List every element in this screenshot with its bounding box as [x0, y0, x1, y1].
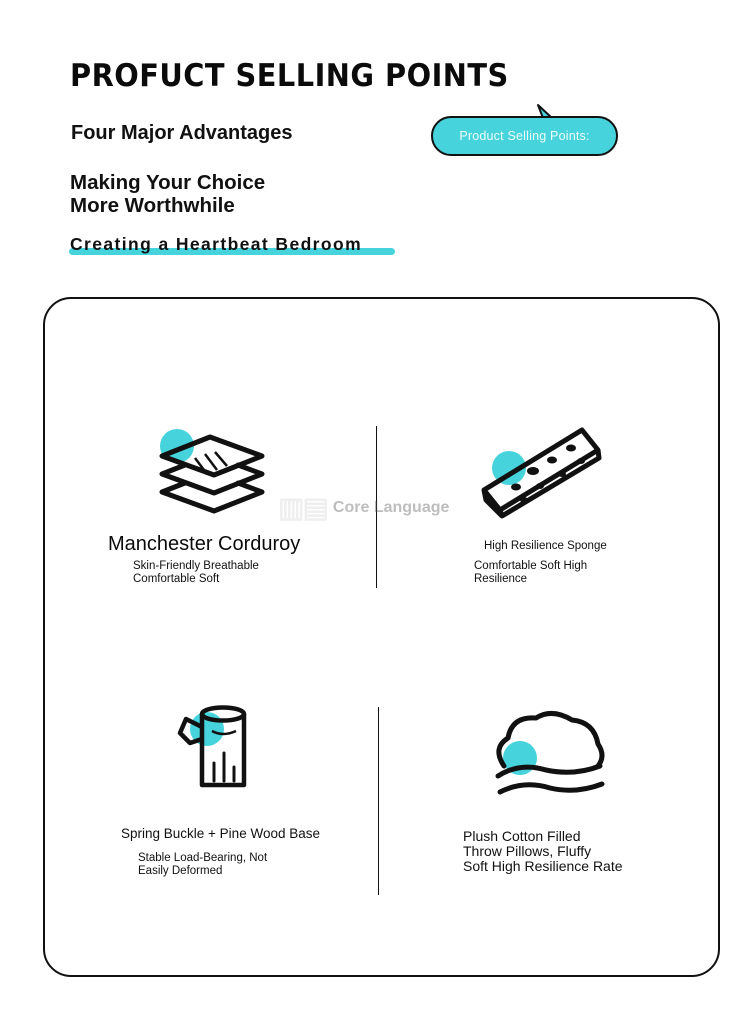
headline-line-2: More Worthwhile	[70, 194, 235, 217]
subtitle: Four Major Advantages	[71, 122, 293, 144]
headline-line-1: Making Your Choice	[70, 171, 266, 194]
feature-title-pillows	[463, 829, 623, 874]
feature-title-wood-base: Spring Buckle + Pine Wood Base	[121, 826, 320, 841]
watermark-logo-icon: ▥▤	[278, 492, 327, 523]
feature-desc-wood-base	[138, 852, 267, 878]
feature-title-corduroy: Manchester Corduroy	[108, 533, 301, 555]
cloud-icon	[490, 710, 608, 802]
feature-desc-line: Stable Load-Bearing, Not	[138, 852, 268, 864]
feature-title-line: Soft High Resilience Rate	[463, 858, 623, 874]
feature-title-sponge: High Resilience Sponge	[484, 540, 607, 552]
layers-icon	[155, 424, 270, 519]
sponge-icon	[478, 424, 606, 518]
feature-desc-line: Comfortable Soft High	[474, 560, 588, 572]
speech-bubble	[431, 116, 618, 156]
feature-desc-line: Comfortable Soft	[133, 573, 220, 585]
feature-title-line: Throw Pillows, Fluffy	[463, 843, 592, 859]
feature-desc-line: Resilience	[474, 573, 528, 585]
headline	[70, 171, 265, 217]
feature-desc-line: Easily Deformed	[138, 865, 223, 877]
divider-bottom	[378, 707, 379, 895]
feature-title-line: Plush Cotton Filled	[463, 828, 581, 844]
feature-desc-sponge	[474, 560, 587, 586]
watermark	[278, 491, 449, 524]
tagline: Creating a Heartbeat Bedroom	[70, 234, 363, 254]
wood-log-icon	[176, 703, 251, 791]
feature-desc-line: Skin-Friendly Breathable	[133, 560, 259, 572]
feature-desc-corduroy	[133, 560, 259, 586]
speech-bubble-label: Product Selling Points:	[459, 129, 590, 143]
page-title: PROFUCT SELLING POINTS	[70, 58, 509, 94]
watermark-label: Core Language	[332, 498, 450, 516]
